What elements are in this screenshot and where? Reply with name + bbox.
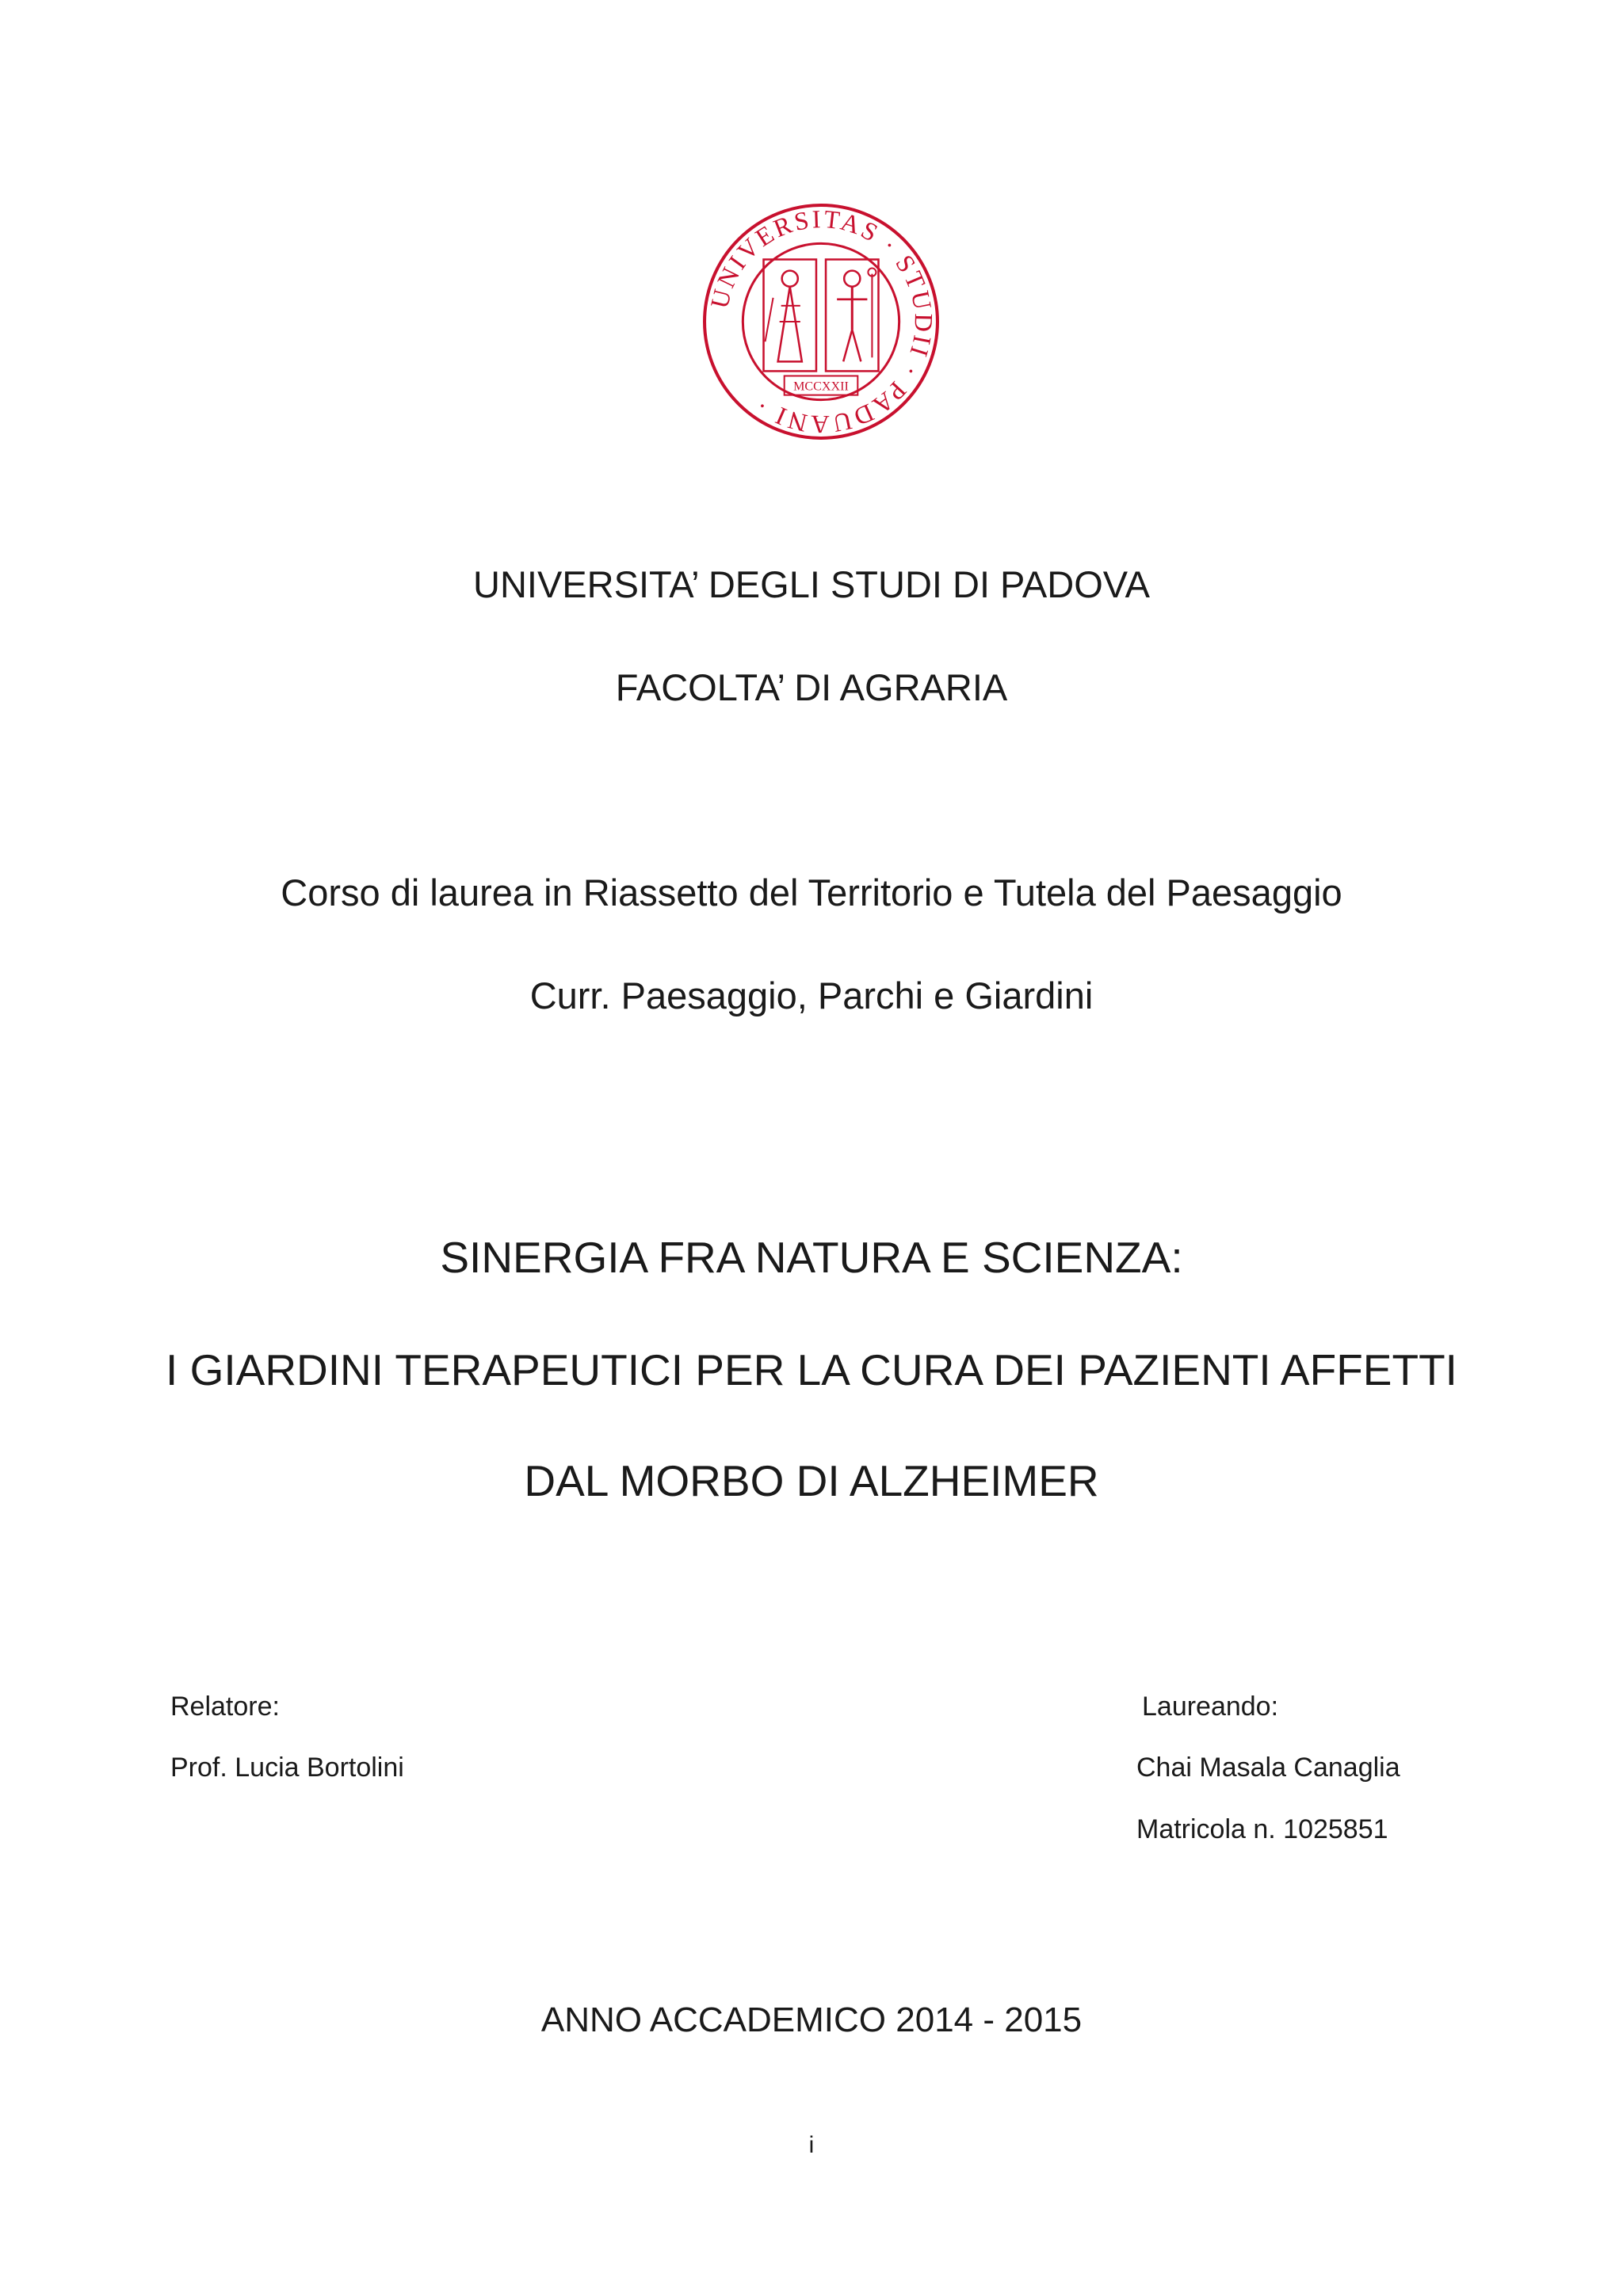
thesis-title-line-2: I GIARDINI TERAPEUTICI PER LA CURA DEI PAZIENTI AFFETTI [166,1345,1457,1394]
degree-course: Corso di laurea in Riassetto del Territorio e Tutela del Paesaggio [281,871,1342,913]
candidate-name: Chai Masala Canaglia [1136,1753,1400,1783]
page-number: i [808,2132,815,2158]
supervisor-label: Relatore: [170,1691,280,1722]
university-seal-logo [701,202,941,441]
seal-year-plaque: MCCXXII [793,379,849,394]
university-name: UNIVERSITA’ DEGLI STUDI DI PADOVA [473,563,1150,605]
academic-year: ANNO ACCADEMICO 2014 - 2015 [540,2000,1083,2039]
thesis-title-line-1: SINERGIA FRA NATURA E SCIENZA: [440,1233,1183,1282]
student-id: Matricola n. 1025851 [1136,1814,1388,1844]
svg-text:UNIVERSITAS · STUDII · PADUANI: UNIVERSITAS · STUDII · PADUANI · [705,204,939,440]
candidate-label: Laureando: [1142,1691,1279,1722]
curriculum: Curr. Paesaggio, Parchi e Giardini [529,974,1094,1016]
faculty-name: FACOLTA’ DI AGRARIA [615,666,1008,708]
thesis-title-line-3: DAL MORBO DI ALZHEIMER [524,1456,1099,1505]
supervisor-name: Prof. Lucia Bortolini [170,1753,404,1783]
